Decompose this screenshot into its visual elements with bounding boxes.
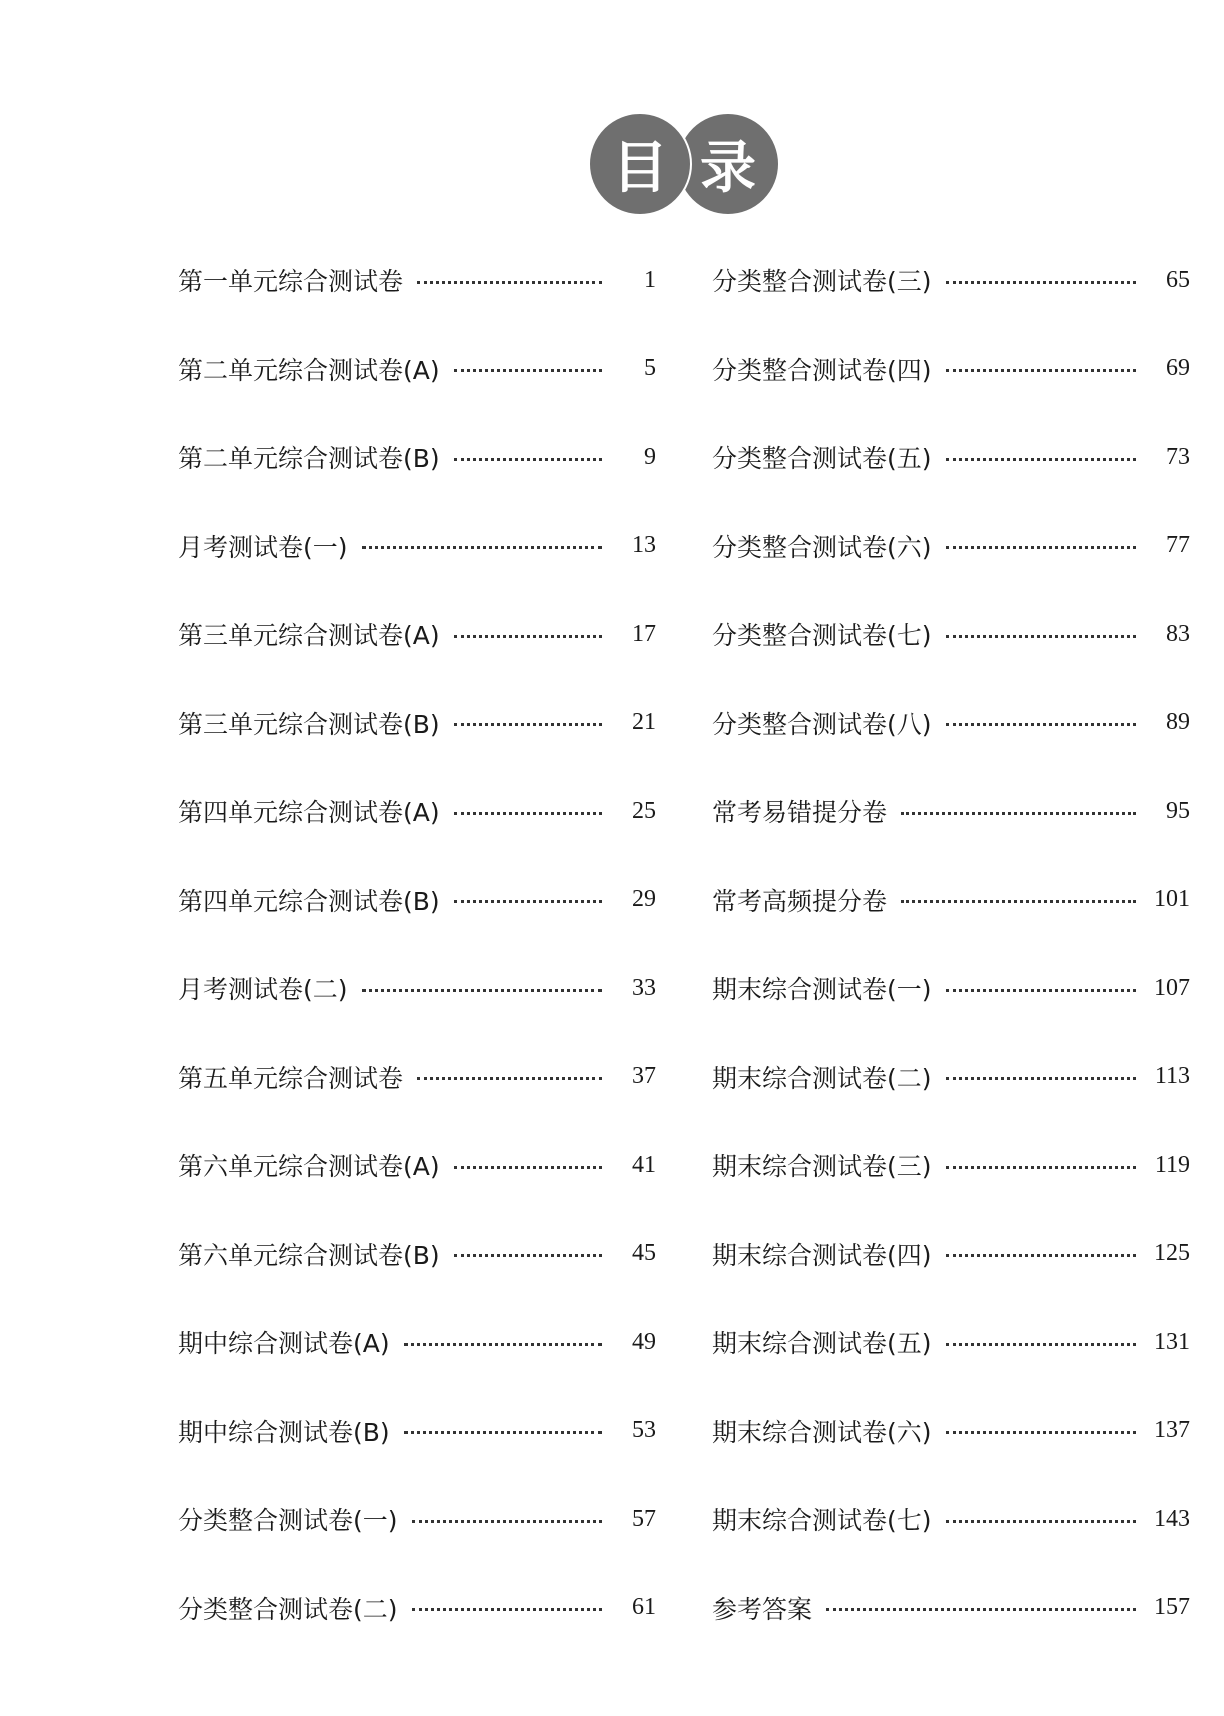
toc-entry[interactable] [178,325,656,414]
dot-leader [454,369,602,372]
toc-entry-page-number: 95 [1166,797,1190,824]
dot-leader [412,1608,602,1611]
toc-entry-label: 月考测试卷(一) [178,532,348,562]
toc-entry-label: 月考测试卷(二) [178,975,348,1005]
toc-entry-page-number: 17 [632,620,656,647]
dot-leader [946,635,1136,638]
toc-entry-label: 第五单元综合测试卷 [178,1063,404,1093]
toc-entry-page-number: 119 [1154,1151,1190,1178]
dot-leader [454,812,602,815]
toc-entry-page-number: 33 [632,974,656,1001]
toc-entry-page-number: 53 [632,1417,656,1444]
toc-entry[interactable] [712,413,1190,502]
toc-entry-page-number: 41 [632,1151,656,1178]
dot-leader [417,1077,602,1080]
toc-entry[interactable] [178,944,656,1033]
toc-entry-page-number: 37 [632,1063,656,1090]
toc-entry[interactable] [178,1298,656,1387]
toc-entry-label: 期中综合测试卷(A) [178,1329,390,1359]
toc-entry-label: 第三单元综合测试卷(A) [178,621,440,651]
page-title [588,112,784,216]
toc-entry-page-number: 21 [632,709,656,736]
toc-entry-label: 第二单元综合测试卷(B) [178,444,440,474]
toc-entry-label: 参考答案 [712,1594,813,1624]
dot-leader [454,723,602,726]
toc-entry[interactable] [178,679,656,768]
toc-entry[interactable] [178,1387,656,1476]
toc-entry[interactable] [178,1033,656,1122]
toc-left-column [178,236,656,1652]
toc-entry-page-number: 131 [1154,1328,1190,1355]
toc-entry-label: 第二单元综合测试卷(A) [178,355,440,385]
toc-entry-page-number: 77 [1166,532,1190,559]
toc-entry-page-number: 89 [1166,709,1190,736]
toc-entry[interactable] [712,1121,1190,1210]
toc-entry-page-number: 73 [1166,443,1190,470]
toc-entry-label: 期中综合测试卷(B) [178,1417,390,1447]
toc-entry-page-number: 113 [1154,1063,1190,1090]
toc-entry-page-number: 61 [632,1594,656,1621]
toc-entry[interactable] [178,413,656,502]
dot-leader [946,458,1136,461]
dot-leader [826,1608,1136,1611]
dot-leader [946,723,1136,726]
toc-entry-label: 分类整合测试卷(一) [178,1506,398,1536]
toc-entry-label: 分类整合测试卷(六) [712,532,932,562]
toc-entry[interactable] [712,1564,1190,1653]
toc-entry-label: 常考高频提分卷 [712,886,888,916]
toc-entry[interactable] [712,856,1190,945]
dot-leader [901,812,1136,815]
dot-leader [946,1343,1136,1346]
toc-entry-label: 第六单元综合测试卷(A) [178,1152,440,1182]
toc-entry-page-number: 65 [1166,266,1190,293]
toc-entry-label: 期末综合测试卷(三) [712,1152,932,1182]
toc-entry-label: 第四单元综合测试卷(A) [178,798,440,828]
toc-entry[interactable] [712,1387,1190,1476]
toc-entry[interactable] [712,502,1190,591]
toc-entry-page-number: 1 [644,266,656,293]
toc-entry[interactable] [178,1475,656,1564]
toc-entry-page-number: 157 [1154,1594,1190,1621]
dot-leader [417,281,602,284]
toc-entry[interactable] [178,1121,656,1210]
toc-entry-label: 期末综合测试卷(五) [712,1329,932,1359]
toc-entry-label: 期末综合测试卷(二) [712,1063,932,1093]
toc-entry-page-number: 125 [1154,1240,1190,1267]
toc-entry-page-number: 45 [632,1240,656,1267]
toc-entry[interactable] [712,944,1190,1033]
toc-entry-page-number: 107 [1154,974,1190,1001]
toc-entry[interactable] [178,502,656,591]
dot-leader [454,1166,602,1169]
toc-entry-page-number: 69 [1166,355,1190,382]
dot-leader [404,1343,602,1346]
dot-leader [946,989,1136,992]
dot-leader [946,1520,1136,1523]
toc-entry-page-number: 29 [632,886,656,913]
dot-leader [946,281,1136,284]
toc-entry-page-number: 83 [1166,620,1190,647]
toc-entry[interactable] [178,767,656,856]
dot-leader [454,635,602,638]
toc-entry[interactable] [178,1564,656,1653]
dot-leader [362,989,602,992]
dot-leader [412,1520,602,1523]
toc-entry-label: 第四单元综合测试卷(B) [178,886,440,916]
dot-leader [946,1431,1136,1434]
toc-entry-page-number: 101 [1154,886,1190,913]
dot-leader [946,1077,1136,1080]
toc-entry-label: 期末综合测试卷(六) [712,1417,932,1447]
title-char-1: 目 [588,112,692,216]
dot-leader [404,1431,602,1434]
dot-leader [946,369,1136,372]
toc-entry-label: 分类整合测试卷(二) [178,1594,398,1624]
toc-entry-label: 分类整合测试卷(八) [712,709,932,739]
toc-entry-label: 分类整合测试卷(七) [712,621,932,651]
toc-entry-label: 常考易错提分卷 [712,798,888,828]
toc-entry-page-number: 5 [644,355,656,382]
toc-entry[interactable] [178,236,656,325]
toc-entry-page-number: 143 [1154,1505,1190,1532]
toc-entry[interactable] [712,1475,1190,1564]
toc-entry[interactable] [712,590,1190,679]
dot-leader [454,458,602,461]
toc-entry-label: 第一单元综合测试卷 [178,267,404,297]
dot-leader [946,1254,1136,1257]
toc-entry-label: 分类整合测试卷(三) [712,267,932,297]
toc-entry-page-number: 137 [1154,1417,1190,1444]
toc-entry-page-number: 13 [632,532,656,559]
toc-entry-label: 期末综合测试卷(七) [712,1506,932,1536]
toc-entry[interactable] [712,236,1190,325]
toc-entry[interactable] [712,1033,1190,1122]
toc-entry-label: 期末综合测试卷(四) [712,1240,932,1270]
toc-entry-page-number: 25 [632,797,656,824]
dot-leader [946,546,1136,549]
toc-entry-label: 期末综合测试卷(一) [712,975,932,1005]
toc-entry[interactable] [712,325,1190,414]
toc-entry-page-number: 9 [644,443,656,470]
toc-entry[interactable] [178,590,656,679]
toc-entry-label: 第三单元综合测试卷(B) [178,709,440,739]
dot-leader [454,900,602,903]
toc-entry[interactable] [178,1210,656,1299]
toc-entry-page-number: 49 [632,1328,656,1355]
dot-leader [362,546,602,549]
toc-entry[interactable] [178,856,656,945]
toc-entry[interactable] [712,1210,1190,1299]
toc-right-column [712,236,1190,1652]
dot-leader [946,1166,1136,1169]
dot-leader [454,1254,602,1257]
toc-entry[interactable] [712,767,1190,856]
toc-entry-label: 第六单元综合测试卷(B) [178,1240,440,1270]
toc-entry-label: 分类整合测试卷(四) [712,355,932,385]
toc-entry-label: 分类整合测试卷(五) [712,444,932,474]
title-char-2: 录 [676,112,780,216]
toc-entry[interactable] [712,1298,1190,1387]
toc-entry[interactable] [712,679,1190,768]
dot-leader [901,900,1136,903]
toc-entry-page-number: 57 [632,1505,656,1532]
